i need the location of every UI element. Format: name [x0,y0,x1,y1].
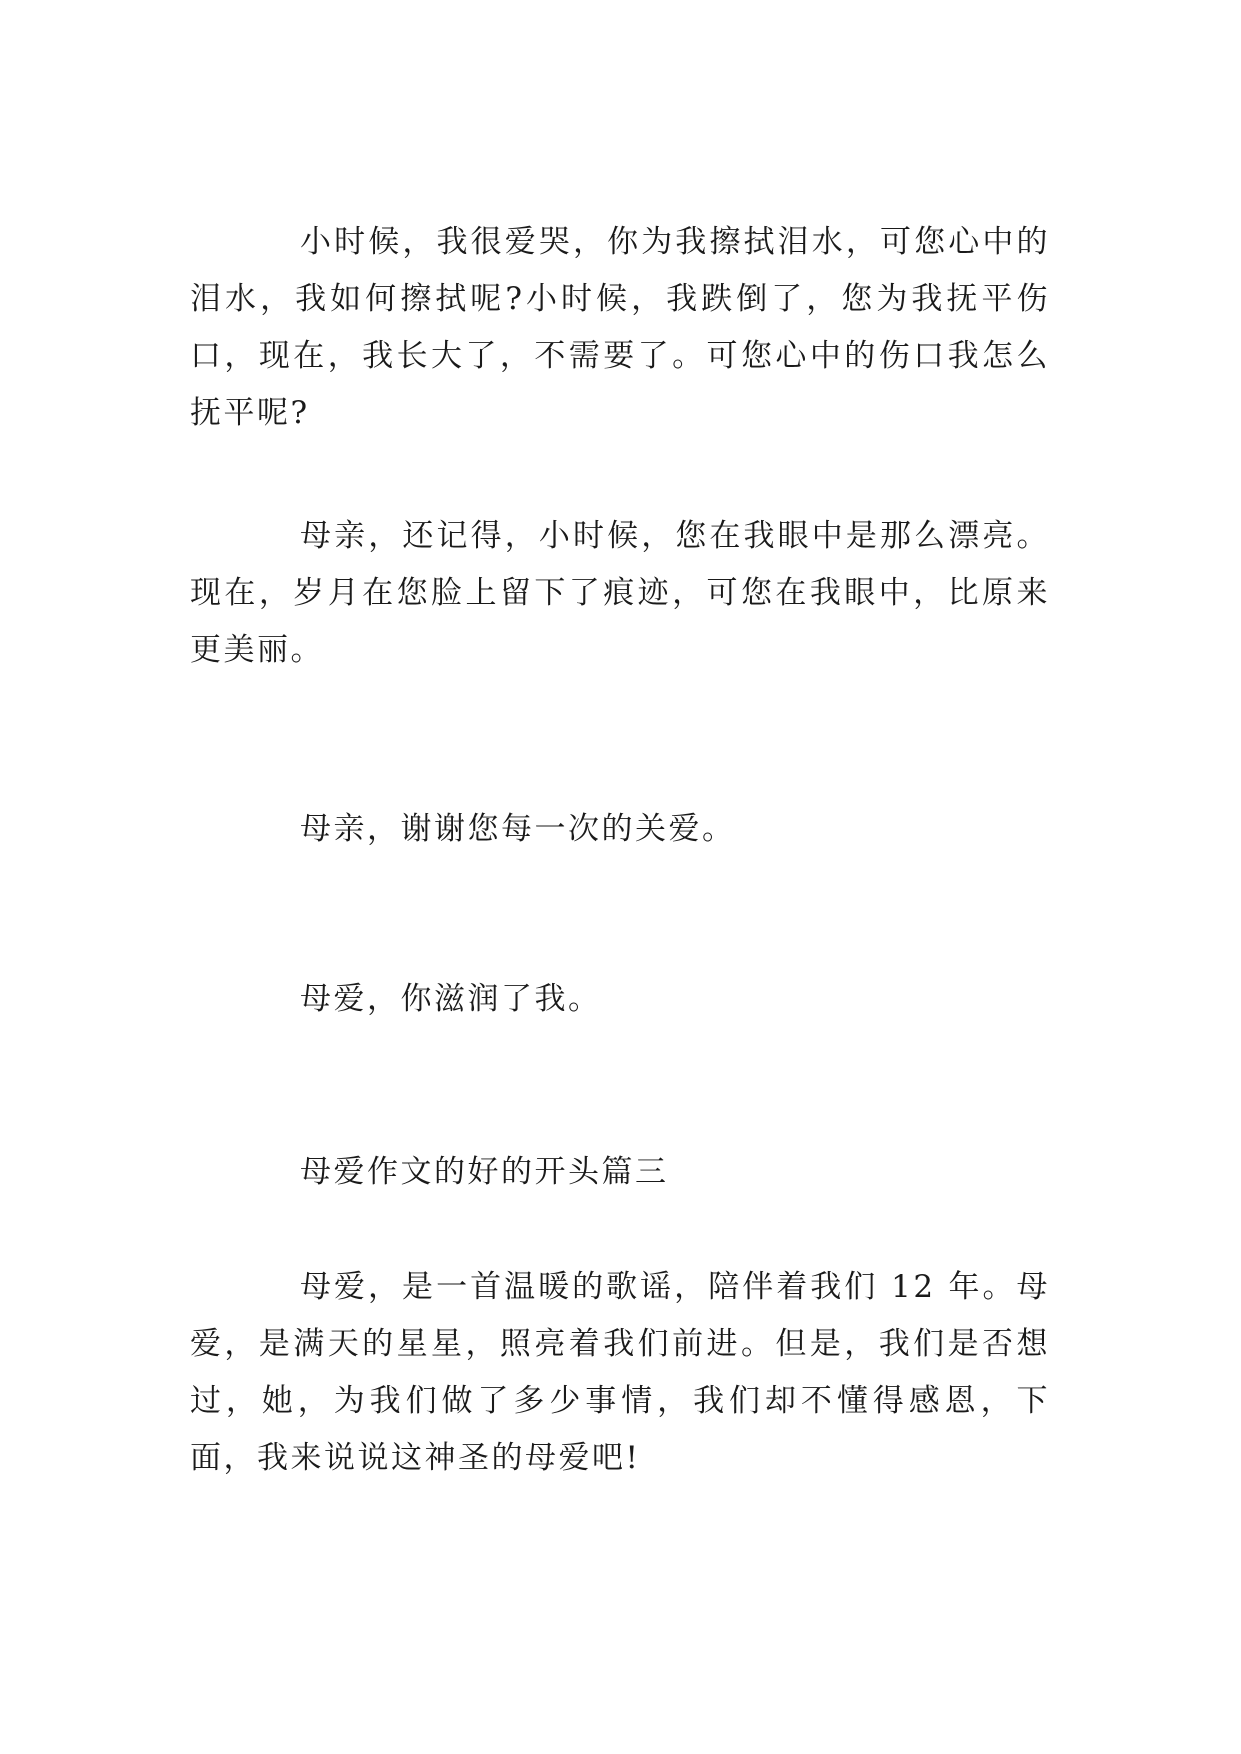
paragraph-mother-beauty: 母亲，还记得，小时候，您在我眼中是那么漂亮。现在，岁月在您脸上留下了痕迹，可您在我眼中，比原来更美丽。 [190,518,1050,668]
paragraph-thanks-mother: 母亲，谢谢您每一次的关爱。 [300,811,736,847]
section-heading: 母爱作文的好的开头篇三 [300,1154,669,1190]
paragraph-childhood-tears: 小时候，我很爱哭，你为我擦拭泪水，可您心中的泪水，我如何擦拭呢?小时候，我跌倒了，您为我抚平伤口，现在，我长大了，不需要了。可您心中的伤口我怎么抚平呢? [190,224,1050,431]
paragraph-love-nourished: 母爱，你滋润了我。 [300,981,602,1017]
paragraph-mother-love-song: 母爱，是一首温暖的歌谣，陪伴着我们 12 年。母爱，是满天的星星，照亮着我们前进。但是，我们是否想过，她，为我们做了多少事情，我们却不懂得感恩，下面，我来说说这神圣的母爱吧! [190,1269,1050,1476]
